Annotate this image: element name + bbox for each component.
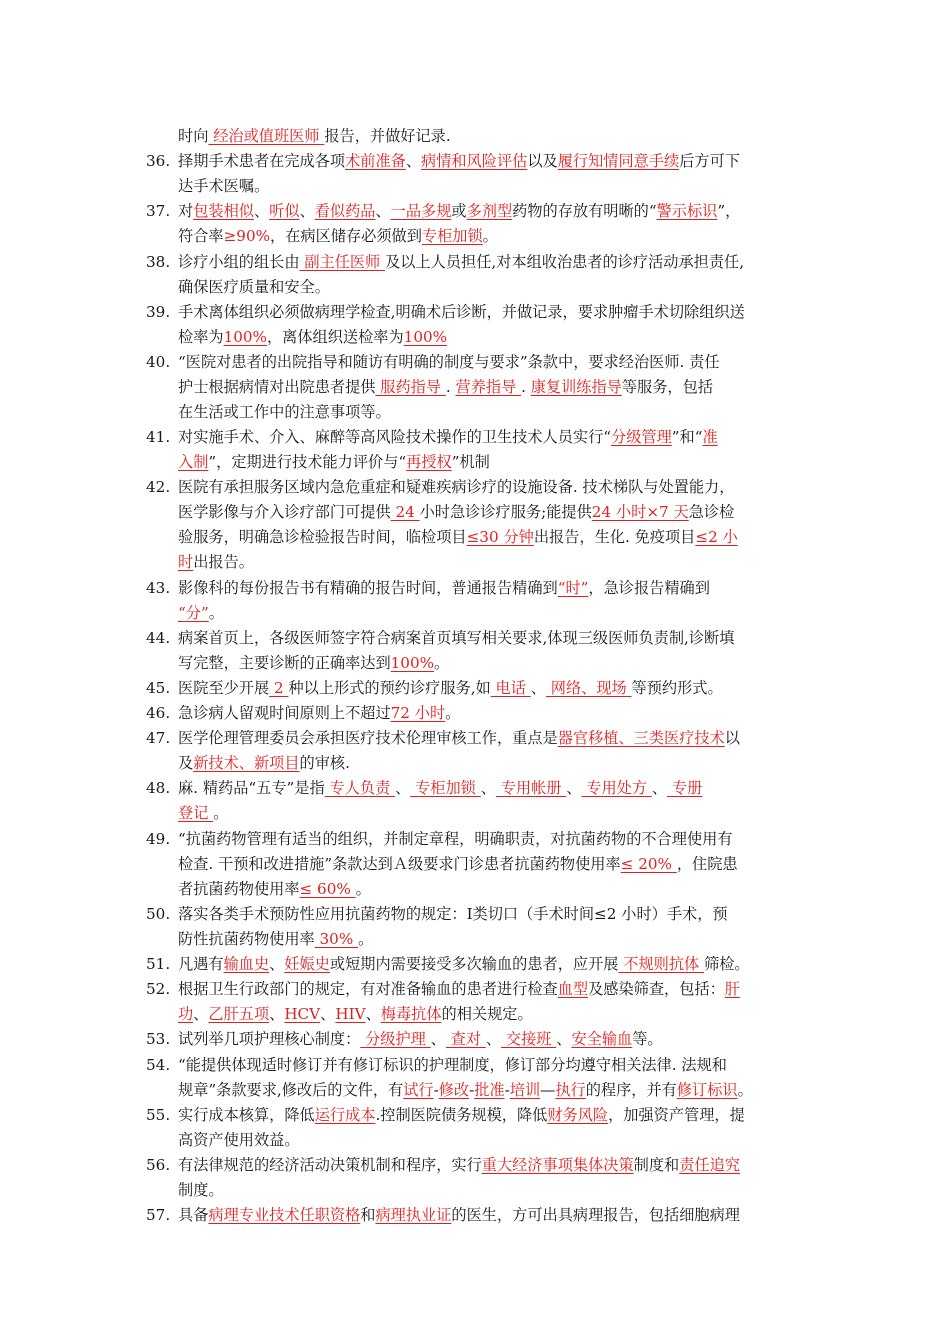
question-line	[0, 350, 950, 375]
question-text	[178, 977, 740, 1002]
question-text	[178, 877, 371, 902]
answer-blank: 电话	[490, 678, 531, 697]
text-segment: 小时急诊诊疗服务;能提供	[419, 503, 592, 522]
answer-blank: 财务风险	[547, 1105, 609, 1124]
answer-blank: 2	[269, 678, 289, 697]
answer-blank: 病情和风险评估	[421, 152, 528, 171]
continuation-line	[0, 325, 950, 350]
answer-blank: 责任追究	[679, 1155, 740, 1174]
text-segment: 有法律规范的经济活动决策机制和程序，实行	[178, 1155, 482, 1174]
answer-blank: 康复训练指导	[530, 377, 622, 396]
answer-blank: ≤30 分钟	[466, 528, 534, 547]
answer-blank: 100%	[223, 327, 267, 346]
question-line	[0, 475, 950, 500]
question-line	[0, 1153, 950, 1178]
answer-blank: 24 小时×7 天	[591, 503, 689, 522]
answer-blank: 警示标识	[656, 202, 718, 221]
answer-blank: 修订标识	[676, 1080, 738, 1099]
answer-blank: 包装相似	[193, 202, 254, 221]
text-segment: 。	[213, 804, 229, 823]
text-segment: 医学伦理管理委员会承担医疗技术伦理审核工作，重点是	[178, 729, 558, 748]
answer-blank: 培训	[509, 1080, 541, 1099]
text-segment: 对实施手术、介入、麻醉等高风险技术操作的卫生技术人员实行“	[178, 428, 612, 447]
question-text	[178, 751, 350, 776]
question-line	[0, 1103, 950, 1128]
text-segment: -	[469, 1080, 475, 1099]
text-segment: ，急诊报告精确到	[588, 578, 710, 597]
text-segment: 报告，并做好记录.	[324, 127, 451, 145]
answer-blank: 时	[178, 553, 194, 572]
question-number: 55.	[146, 1105, 171, 1124]
text-segment: “能提供体现适时修订并有修订标识的护理制度，修订部分均遵守相关法律. 法规和	[178, 1055, 727, 1074]
text-segment: 对	[178, 202, 194, 221]
text-segment: 落实各类手术预防性应用抗菌药物的规定：Ⅰ类切口（手术时间≤2 小时）手术，预	[178, 904, 728, 923]
continuation-line	[0, 1128, 950, 1153]
answer-blank: 重大经济事项集体决策	[481, 1155, 634, 1174]
question-number: 39.	[146, 302, 171, 321]
text-segment: 。	[482, 227, 498, 246]
text-segment: 凡遇有	[178, 955, 224, 973]
answer-blank: 专柜加锁	[410, 779, 481, 798]
answer-blank: 功	[178, 1005, 194, 1024]
text-segment: 等服务，包括	[621, 377, 713, 396]
text-segment: 的审核.	[299, 754, 350, 773]
text-segment: 、	[320, 1005, 336, 1024]
text-segment: 、	[365, 1005, 381, 1024]
answer-blank: 器官移植、三类医疗技术	[557, 729, 725, 748]
continuation-line	[0, 124, 950, 149]
question-text	[178, 601, 224, 626]
question-text	[178, 651, 449, 676]
question-text	[178, 550, 254, 575]
text-segment: “医院对患者的出院指导和随访有明确的制度与要求”条款中，要求经治医师. 责任	[178, 352, 720, 371]
text-segment: 影像科的每份报告书有精确的报告时间，普通报告精确到	[178, 578, 558, 597]
question-text	[178, 174, 269, 199]
answer-blank: 运行成本	[314, 1105, 376, 1124]
text-segment: 在生活或工作中的注意事项等。	[178, 402, 391, 421]
question-line	[0, 827, 950, 852]
question-text	[178, 400, 391, 425]
text-segment: 急诊病人留观时间原则上不超过	[178, 704, 391, 723]
text-segment: 具备	[178, 1206, 209, 1225]
text-segment: 检查. 干预和改进措施”条款达到Ａ级要求门诊患者抗菌药物使用率	[178, 854, 621, 873]
text-segment: 、	[269, 955, 285, 973]
answer-blank: 专柜加锁	[421, 227, 483, 246]
answer-blank: 30%	[314, 929, 359, 948]
question-line	[0, 250, 950, 275]
answer-blank: ≥90%	[223, 227, 271, 246]
text-segment: 以及	[527, 152, 558, 171]
text-segment: 出报告，生化. 免疫项目	[533, 528, 696, 547]
continuation-line	[0, 224, 950, 249]
question-number: 54.	[146, 1055, 171, 1074]
question-line	[0, 626, 950, 651]
text-segment: 符合率	[178, 227, 224, 246]
answer-blank: “时”	[557, 578, 589, 597]
text-segment: 的相关规定。	[441, 1005, 533, 1024]
answer-blank: ≤2 小	[695, 528, 738, 547]
question-text	[178, 1203, 740, 1228]
text-segment: 验服务，明确急诊检验报告时间，临检项目	[178, 528, 467, 547]
text-segment: 、	[430, 1030, 446, 1049]
question-number: 56.	[146, 1155, 171, 1174]
question-number: 40.	[146, 352, 171, 371]
answer-blank: 看似药品	[314, 202, 376, 221]
text-segment: 、	[530, 678, 546, 697]
continuation-line	[0, 174, 950, 199]
continuation-line	[0, 1078, 950, 1103]
text-segment: 、	[395, 779, 411, 798]
text-segment: 药物的存放有明晰的“	[512, 202, 657, 221]
text-segment: ，加强资产管理，提	[608, 1105, 745, 1124]
answer-blank: 试行	[403, 1080, 434, 1099]
continuation-line	[0, 877, 950, 902]
answer-blank: 安全输血	[571, 1030, 633, 1049]
text-segment: 检率为	[178, 327, 224, 346]
continuation-line	[0, 651, 950, 676]
answer-blank: 营养指导	[455, 377, 522, 396]
question-text	[178, 500, 734, 525]
continuation-line	[0, 852, 950, 877]
question-text	[178, 300, 745, 325]
answer-blank: 网络、现场	[545, 678, 632, 697]
text-segment: 择期手术患者在完成各项	[178, 152, 346, 171]
text-segment: ，在病区储存必须做到	[270, 227, 422, 246]
question-line	[0, 977, 950, 1002]
text-segment: 、	[193, 1005, 209, 1024]
text-segment: 和	[360, 1206, 376, 1225]
answer-blank: 多剂型	[466, 202, 513, 221]
text-segment: ”，	[717, 202, 741, 221]
answer-blank: 专用帐册	[495, 779, 567, 798]
text-segment: 的医生，方可出具病理报告，包括细胞病理	[451, 1206, 740, 1225]
question-number: 45.	[146, 678, 171, 697]
question-text	[178, 1103, 745, 1128]
question-line	[0, 1053, 950, 1078]
answer-blank: 专人负责	[324, 779, 396, 798]
text-segment: 、	[375, 202, 391, 221]
question-text	[178, 801, 228, 826]
continuation-line	[0, 450, 950, 475]
answer-blank: 100%	[390, 653, 435, 672]
question-text	[178, 1078, 753, 1103]
text-segment: 者抗菌药物使用率	[178, 879, 300, 898]
question-text	[178, 1128, 300, 1153]
question-line	[0, 701, 950, 726]
text-segment: 种以上形式的预约诊疗服务,如	[288, 678, 491, 697]
text-segment: 、	[405, 152, 421, 171]
continuation-line	[0, 1178, 950, 1203]
answer-blank: 病理专业技术任职资格	[208, 1206, 361, 1225]
answer-blank: HCV	[284, 1005, 321, 1024]
answer-blank: 登记	[178, 804, 214, 823]
text-segment: 防性抗菌药物使用率	[178, 929, 315, 948]
answer-blank: 听似	[269, 202, 300, 221]
text-segment: 。	[355, 879, 371, 898]
answer-blank: ≤ 60%	[299, 879, 356, 898]
text-segment: 规章”条款要求,修改后的文件，有	[178, 1080, 404, 1099]
text-segment: 、	[556, 1030, 572, 1049]
continuation-line	[0, 525, 950, 550]
text-segment: 、	[480, 779, 496, 798]
question-text	[178, 1053, 727, 1078]
text-segment: 及以上人员担任,对本组收治患者的诊疗活动承担责任,	[385, 252, 745, 271]
question-text	[178, 902, 728, 927]
text-segment: 病案首页上，各级医师签字符合病案首页填写相关要求,体现三级医师负责制,诊断填	[178, 628, 735, 647]
question-text	[178, 952, 750, 977]
text-segment: 或	[451, 202, 467, 221]
question-number: 44.	[146, 628, 171, 647]
text-segment: 达手术医嘱。	[178, 177, 270, 196]
answer-blank: 履行知情同意手续	[557, 152, 680, 171]
question-line	[0, 300, 950, 325]
answer-blank: 妊娠史	[284, 955, 330, 973]
question-line	[0, 726, 950, 751]
continuation-line	[0, 275, 950, 300]
text-segment: 高资产使用效益。	[178, 1130, 300, 1149]
question-number: 49.	[146, 829, 171, 848]
question-text	[178, 325, 447, 350]
question-text	[178, 676, 723, 701]
question-line	[0, 199, 950, 224]
question-number: 37.	[146, 202, 171, 221]
question-number: 52.	[146, 980, 171, 999]
text-segment: 实行成本核算，降低	[178, 1105, 315, 1124]
question-text	[178, 827, 733, 852]
text-segment: 护士根据病情对出院患者提供	[178, 377, 376, 396]
text-segment: 试列举几项护理核心制度：	[178, 1030, 361, 1049]
question-text	[178, 149, 740, 174]
text-segment: 的程序，并有	[585, 1080, 677, 1099]
answer-blank: 专册	[667, 779, 703, 798]
text-segment: .控制医院债务规模，降低	[375, 1105, 548, 1124]
question-text	[178, 525, 738, 550]
answer-blank: 血型	[557, 980, 589, 999]
answer-blank: 准	[702, 428, 718, 447]
answer-blank: 入制	[178, 453, 209, 472]
continuation-line	[0, 400, 950, 425]
text-segment: 或短期内需要接受多次输血的患者，应开展	[329, 955, 619, 973]
question-text	[178, 1178, 224, 1203]
text-segment: .	[521, 377, 531, 396]
question-line	[0, 425, 950, 450]
text-segment: 医学影像与介入诊疗部门可提供	[178, 503, 391, 522]
text-segment: 、	[651, 779, 668, 798]
question-text	[178, 425, 718, 450]
answer-blank: 术前准备	[345, 152, 406, 171]
text-segment: 。	[434, 653, 450, 672]
question-line	[0, 1203, 950, 1228]
answer-blank: 新技术、新项目	[193, 754, 300, 773]
text-segment: 筛检。	[704, 955, 750, 973]
answer-blank: 经治或值班医师	[208, 127, 325, 145]
question-number: 47.	[146, 729, 171, 748]
answer-blank: 一品多规	[390, 202, 452, 221]
text-segment: ”，定期进行技术能力评价与“	[208, 453, 407, 472]
question-text	[178, 450, 490, 475]
text-segment: 诊疗小组的组长由	[178, 252, 300, 271]
question-number: 38.	[146, 252, 171, 271]
answer-blank: 修改	[438, 1080, 470, 1099]
question-number: 48.	[146, 779, 171, 798]
text-segment: 写完整，主要诊断的正确率达到	[178, 653, 391, 672]
text-segment: ”机制	[451, 453, 490, 472]
question-text	[178, 350, 720, 375]
continuation-line	[0, 375, 950, 400]
text-segment: 。	[358, 929, 374, 948]
text-segment: 及	[178, 754, 194, 773]
text-segment: 以	[724, 729, 740, 748]
text-segment: 制度和	[633, 1155, 680, 1174]
question-text	[178, 1002, 533, 1027]
question-number: 43.	[146, 578, 171, 597]
document-body	[0, 124, 950, 1228]
text-segment: 根据卫生行政部门的规定，有对准备输血的患者进行检查	[178, 980, 558, 999]
answer-blank: 再授权	[406, 453, 452, 472]
question-line	[0, 149, 950, 174]
text-segment: —	[540, 1080, 556, 1099]
text-segment: 等预约形式。	[631, 678, 723, 697]
text-segment: 、	[485, 1030, 502, 1049]
question-text	[178, 1027, 663, 1052]
text-segment: 。	[737, 1080, 753, 1099]
question-line	[0, 676, 950, 701]
text-segment: 出报告。	[193, 553, 254, 572]
question-line	[0, 776, 950, 801]
question-text	[178, 475, 734, 500]
question-text	[178, 626, 734, 651]
question-text	[178, 576, 710, 601]
text-segment: 急诊检	[688, 503, 735, 522]
text-segment: 等。	[632, 1030, 663, 1049]
text-segment: -	[504, 1080, 510, 1099]
answer-blank: 交接班	[501, 1030, 557, 1049]
text-segment: 制度。	[178, 1180, 224, 1199]
question-text	[178, 124, 451, 149]
question-number: 53.	[146, 1030, 171, 1049]
answer-blank: 24	[390, 503, 420, 522]
text-segment: 麻. 精药品“五专”是指	[178, 779, 325, 798]
continuation-line	[0, 801, 950, 826]
question-number: 57.	[146, 1206, 171, 1225]
text-segment: .	[445, 377, 456, 396]
answer-blank: 副主任医师	[299, 252, 386, 271]
question-number: 42.	[146, 478, 171, 497]
answer-blank: 输血史	[223, 955, 270, 973]
question-text	[178, 776, 702, 801]
continuation-line	[0, 1002, 950, 1027]
text-segment: 。	[445, 704, 461, 723]
answer-blank: 专用处方	[581, 779, 652, 798]
question-number: 50.	[146, 904, 171, 923]
answer-blank: “分”	[178, 603, 209, 622]
text-segment: 、	[269, 1005, 285, 1024]
continuation-line	[0, 601, 950, 626]
question-text	[178, 927, 373, 952]
answer-blank: 批准	[474, 1080, 505, 1099]
answer-blank: 服药指导	[375, 377, 446, 396]
text-segment: ”和“	[671, 428, 703, 447]
question-line	[0, 952, 950, 977]
answer-blank: 肝	[724, 980, 740, 999]
text-segment: 医院至少开展	[178, 678, 270, 697]
answer-blank: HIV	[335, 1005, 366, 1024]
continuation-line	[0, 751, 950, 776]
text-segment: 。	[208, 603, 224, 622]
text-segment: 、	[566, 779, 582, 798]
text-segment: 医院有承担服务区域内急危重症和疑难疾病诊疗的设施设备. 技术梯队与处置能力，	[178, 478, 735, 497]
question-text	[178, 726, 740, 751]
answer-blank: 查对	[445, 1030, 486, 1049]
answer-blank: 执行	[555, 1080, 586, 1099]
question-text	[178, 199, 740, 224]
question-number: 41.	[146, 428, 171, 447]
answer-blank: 分级护理	[360, 1030, 431, 1049]
continuation-line	[0, 927, 950, 952]
question-text	[178, 701, 460, 726]
question-text	[178, 275, 330, 300]
text-segment: 后方可下	[679, 152, 740, 171]
question-line	[0, 902, 950, 927]
text-segment: 、	[253, 202, 270, 221]
answer-blank: 72 小时	[390, 704, 446, 723]
question-text	[178, 1153, 740, 1178]
answer-blank: 不规则抗体	[618, 955, 705, 973]
question-number: 51.	[146, 955, 171, 973]
answer-blank: 分级管理	[611, 428, 672, 447]
text-segment: 手术离体组织必须做病理学检查,明确术后诊断，并做记录，要求肿瘤手术切除组织送	[178, 302, 745, 321]
text-segment: 、	[299, 202, 315, 221]
question-line	[0, 1027, 950, 1052]
question-number: 36.	[146, 152, 171, 171]
text-segment: ，住院患	[676, 854, 738, 873]
question-text	[178, 224, 498, 249]
text-segment: 确保医疗质量和安全。	[178, 277, 330, 296]
answer-blank: ≤ 20%	[620, 854, 677, 873]
question-text	[178, 250, 744, 275]
question-text	[178, 375, 713, 400]
answer-blank: 梅毒抗体	[380, 1005, 442, 1024]
answer-blank: 乙肝五项	[208, 1005, 270, 1024]
answer-blank: 100%	[403, 327, 448, 346]
text-segment: ，离体组织送检率为	[266, 327, 404, 346]
question-line	[0, 576, 950, 601]
text-segment: 时向	[178, 127, 209, 145]
answer-blank: 病理执业证	[375, 1206, 452, 1225]
text-segment: “抗菌药物管理有适当的组织，并制定章程，明确职责，对抗菌药物的不合理使用有	[178, 829, 733, 848]
question-text	[178, 852, 738, 877]
text-segment: 及感染筛查，包括：	[588, 980, 725, 999]
question-number: 46.	[146, 704, 171, 723]
continuation-line	[0, 500, 950, 525]
continuation-line	[0, 550, 950, 575]
text-segment: -	[433, 1080, 439, 1099]
